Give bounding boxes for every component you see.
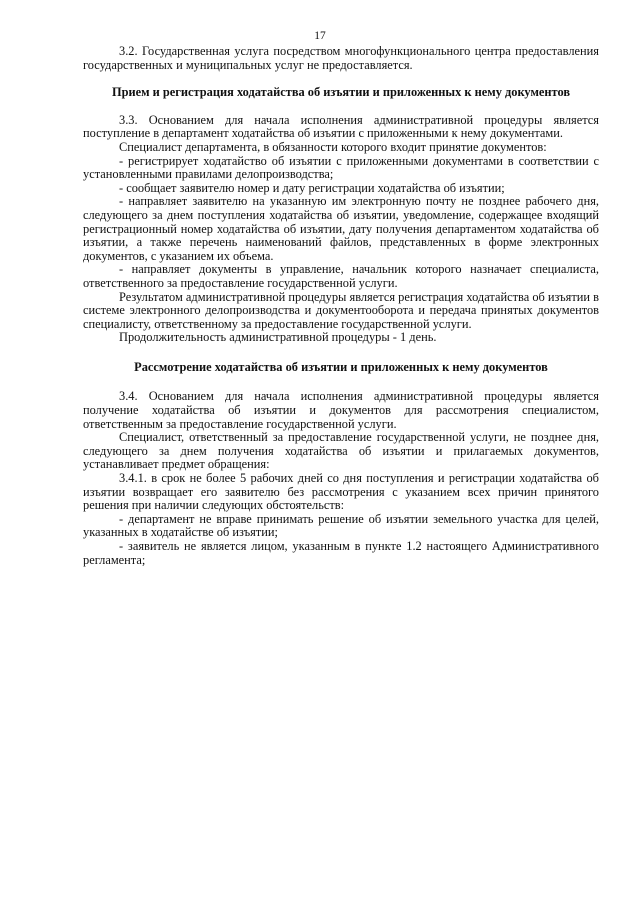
paragraph: 3.3. Основанием для начала исполнения административной процедуры является поступление в департамент ходатайства об изъятии с приложенными к нему документами. xyxy=(83,112,599,141)
section-gap xyxy=(83,100,599,114)
paragraph: Специалист департамента, в обязанности которого входит принятие документов: xyxy=(119,139,547,154)
document-body xyxy=(83,45,599,567)
page-number: 17 xyxy=(314,30,326,42)
section-gap xyxy=(83,72,599,86)
paragraph: - сообщает заявителю номер и дату регистрации ходатайства об изъятии; xyxy=(119,180,505,195)
paragraph: - направляет документы в управление, начальник которого назначает специалиста, ответственного за предоставление государственной услуги. xyxy=(83,262,599,290)
paragraph: - департамент не вправе принимать решение об изъятии земельного участка для целей, указанных в ходатайстве об изъятии; xyxy=(83,511,599,540)
paragraph: Продолжительность административной процедуры - 1 день. xyxy=(119,330,437,345)
paragraph: 3.4. Основанием для начала исполнения административной процедуры является получение ходатайства об изъятии и документов для рассмотрения специалистом, ответственным за предоставление государственной услуги. xyxy=(83,389,599,431)
paragraph: Специалист, ответственный за предоставление государственной услуги, не позднее дня, следующего за днем получения ходатайства об изъятии и прилагаемых документов, устанавливает предмет обращения: xyxy=(83,430,599,472)
paragraph: - заявитель не является лицом, указанным в пункте 1.2 настоящего Административного регламента; xyxy=(83,539,599,567)
paragraph: - направляет заявителю на указанную им электронную почту не позднее рабочего дня, следующего за днем поступления ходатайства об изъятии, уведомление, содержащее входящий регистрационный номер ходатайства об изъятии, дату получения департаментом ходатайства об изъятии, а также перечень наименований файлов, представленных в форме электронных документов, с указанием их объема. xyxy=(83,194,599,263)
section-heading: Прием и регистрация ходатайства об изъятии и приложенных к нему документов xyxy=(111,85,571,100)
section-heading: Рассмотрение ходатайства об изъятии и приложенных к нему документов xyxy=(134,359,548,374)
section-gap xyxy=(83,345,599,361)
paragraph: 3.4.1. в срок не более 5 рабочих дней со дня поступления и регистрации ходатайства об изъятии возвращает его заявителю без рассмотрения с указанием всех причин принятого решения при наличии следующих обстоятельств: xyxy=(83,471,599,513)
paragraph: - регистрирует ходатайство об изъятии с приложенными документами в соответствии с установленными правилами делопроизводства; xyxy=(83,153,599,182)
paragraph: 3.2. Государственная услуга посредством многофункционального центра предоставления государственных и муниципальных услуг не предоставляется. xyxy=(83,44,599,72)
section-gap xyxy=(83,374,599,390)
paragraph: Результатом административной процедуры является регистрация ходатайства об изъятии в системе электронного делопроизводства и документооборота и передача принятых документов специалисту, ответственному за предоставление государственной услуги. xyxy=(83,289,599,331)
